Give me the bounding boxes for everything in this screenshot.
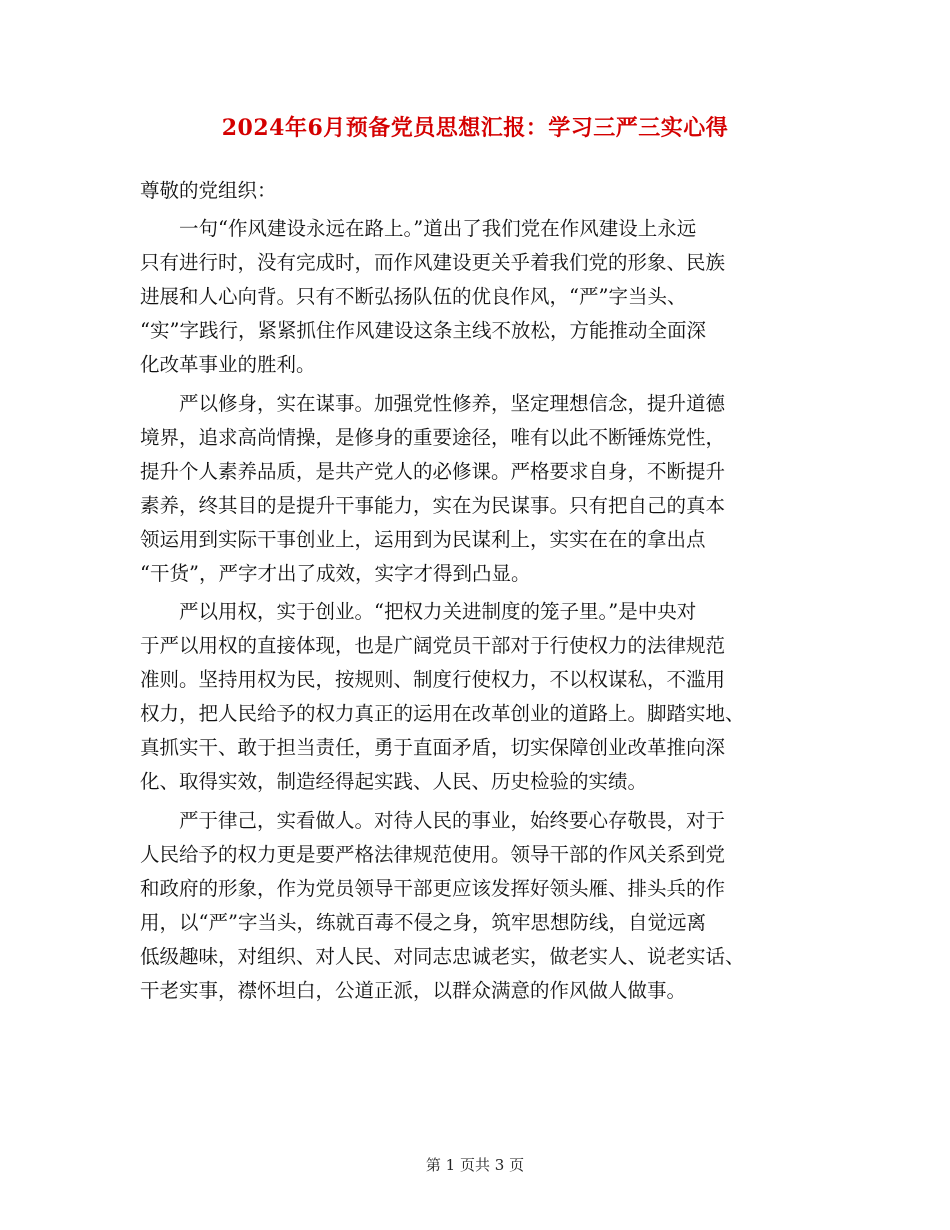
page-number-footer: 第 1 页共 3 页 xyxy=(425,1156,525,1174)
text-line: 和政府的形象，作为党员领导干部更应该发挥好领头雁、排头兵的作 xyxy=(140,876,726,900)
text-line: 权力，把人民给予的权力真正的运用在改革创业的道路上。脚踏实地、 xyxy=(140,702,745,726)
text-line: 真抓实干、敢于担当责任，勇于直面矛盾，切实保障创业改革推向深 xyxy=(140,736,726,760)
text-line: 于严以用权的直接体现，也是广阔党员干部对于行使权力的法律规范 xyxy=(140,634,726,658)
document-body xyxy=(140,212,805,1012)
paragraph-1 xyxy=(140,212,805,382)
text-line: 素养，终其目的是提升干事能力，实在为民谋事。只有把自己的真本 xyxy=(140,493,726,517)
document-title: 2024年6月预备党员思想汇报：学习三严三实心得 xyxy=(221,115,729,141)
paragraph-4 xyxy=(140,804,805,1008)
text-line: 提升个人素养品质，是共产党人的必修课。严格要求自身，不断提升 xyxy=(140,459,726,483)
text-line: 低级趣味，对组织、对人民、对同志忠诚老实，做老实人、说老实话、 xyxy=(140,944,745,968)
text-line: “实”字践行，紧紧抓住作风建设这条主线不放松，方能推动全面深 xyxy=(140,319,706,342)
text-line: “干货”，严字才出了成效，实字才得到凸显。 xyxy=(140,561,531,585)
text-line: 只有进行时，没有完成时，而作风建设更关乎着我们党的形象、民族 xyxy=(140,251,726,274)
text-line: 化、取得实效，制造经得起实践、人民、历史检验的实绩。 xyxy=(140,770,648,794)
paragraph-2 xyxy=(140,387,805,591)
text-line: 化改革事业的胜利。 xyxy=(140,353,316,376)
text-line: 严于律己，实看做人。对待人民的事业，始终要心存敬畏，对于 xyxy=(140,808,726,832)
text-line: 准则。坚持用权为民，按规则、制度行使权力，不以权谋私，不滥用 xyxy=(140,668,726,692)
text-line: 领运用到实际干事创业上，运用到为民谋利上，实实在在的拿出点 xyxy=(140,527,706,551)
text-line: 干老实事，襟怀坦白，公道正派，以群众满意的作风做人做事。 xyxy=(140,978,687,1002)
text-line: 一句“作风建设永远在路上。”道出了我们党在作风建设上永远 xyxy=(140,217,697,240)
paragraph-3 xyxy=(140,595,805,799)
text-line: 境界，追求高尚情操，是修身的重要途径，唯有以此不断锤炼党性， xyxy=(140,425,726,449)
text-line: 进展和人心向背。只有不断弘扬队伍的优良作风，“严”字当头、 xyxy=(140,285,687,308)
text-line: 人民给予的权力更是要严格法律规范使用。领导干部的作风关系到党 xyxy=(140,842,726,866)
text-line: 用，以“严”字当头，练就百毒不侵之身，筑牢思想防线，自觉远离 xyxy=(140,910,706,934)
salutation: 尊敬的党组织： xyxy=(140,179,277,202)
text-line: 严以用权，实于创业。“把权力关进制度的笼子里。”是中央对 xyxy=(140,600,697,624)
text-line: 严以修身，实在谋事。加强党性修养，坚定理想信念，提升道德 xyxy=(140,391,726,415)
